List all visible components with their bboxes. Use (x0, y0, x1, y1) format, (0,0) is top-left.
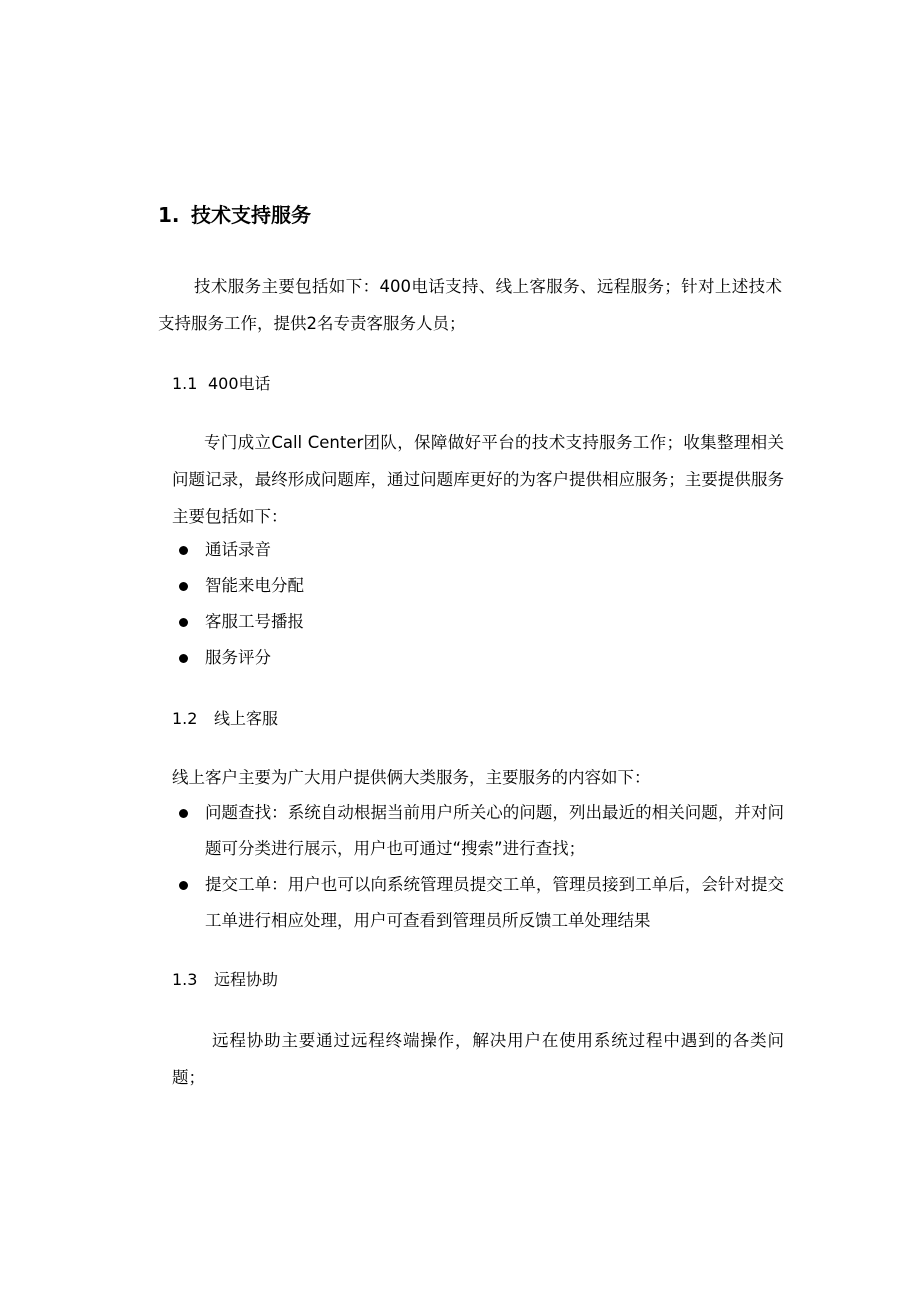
subsection-1-1-body: 专门成立Call Center团队，保障做好平台的技术支持服务工作；收集整理相关问题记录，最终形成问题库，通过问题库更好的为客户提供相应服务；主要提供服务主要包括如下： (172, 433, 784, 526)
list-item-text: 服务评分 (205, 648, 271, 667)
subsection-1-2-body: 线上客户主要为广大用户提供俩大类服务，主要服务的内容如下： (172, 768, 651, 787)
subsection-1-1-number: 1.1 (172, 374, 198, 393)
subsection-1-2-heading (172, 706, 278, 732)
bullet-dot (179, 809, 188, 818)
bullet-dot (179, 582, 188, 591)
list-item (172, 795, 784, 867)
section-1-intro: 技术服务主要包括如下：400电话支持、线上客服务、远程服务；针对上述技术支持服务工作，提供2名专责客服务人员； (158, 277, 782, 333)
subsection-1-3-body: 远程协助主要通过远程终端操作，解决用户在使用系统过程中遇到的各类问题； (172, 1031, 784, 1087)
list-item (172, 640, 784, 676)
list-item-text: 提交工单：用户也可以向系统管理员提交工单，管理员接到工单后，会针对提交工单进行相应处理，用户可查看到管理员所反馈工单处理结果 (205, 875, 784, 930)
list-item-text: 智能来电分配 (205, 576, 304, 595)
bullet-dot (179, 618, 188, 627)
subsection-1-2-title: 线上客服 (214, 709, 279, 728)
list-item-text: 问题查找：系统自动根据当前用户所关心的问题，列出最近的相关问题，并对问题可分类进行展示，用户也可通过“搜索”进行查找； (205, 803, 784, 858)
subsection-1-1-title: 400电话 (208, 374, 271, 393)
subsection-1-3-heading (172, 967, 278, 993)
subsection-1-3-title: 远程协助 (214, 970, 279, 989)
section-1-title: 技术支持服务 (191, 203, 311, 227)
subsection-1-1-list (172, 532, 784, 676)
bullet-dot (179, 881, 188, 890)
subsection-1-1-heading (172, 371, 271, 397)
subsection-1-3-number: 1.3 (172, 970, 198, 989)
list-item (172, 867, 784, 939)
section-1-heading (158, 200, 311, 230)
section-1-number: 1. (158, 203, 180, 227)
subsection-1-2-list (172, 795, 784, 939)
list-item (172, 604, 784, 640)
list-item-text: 客服工号播报 (205, 612, 304, 631)
list-item (172, 568, 784, 604)
bullet-dot (179, 654, 188, 663)
subsection-1-2-number: 1.2 (172, 709, 198, 728)
list-item-text: 通话录音 (205, 540, 271, 559)
bullet-dot (179, 546, 188, 555)
list-item (172, 532, 784, 568)
